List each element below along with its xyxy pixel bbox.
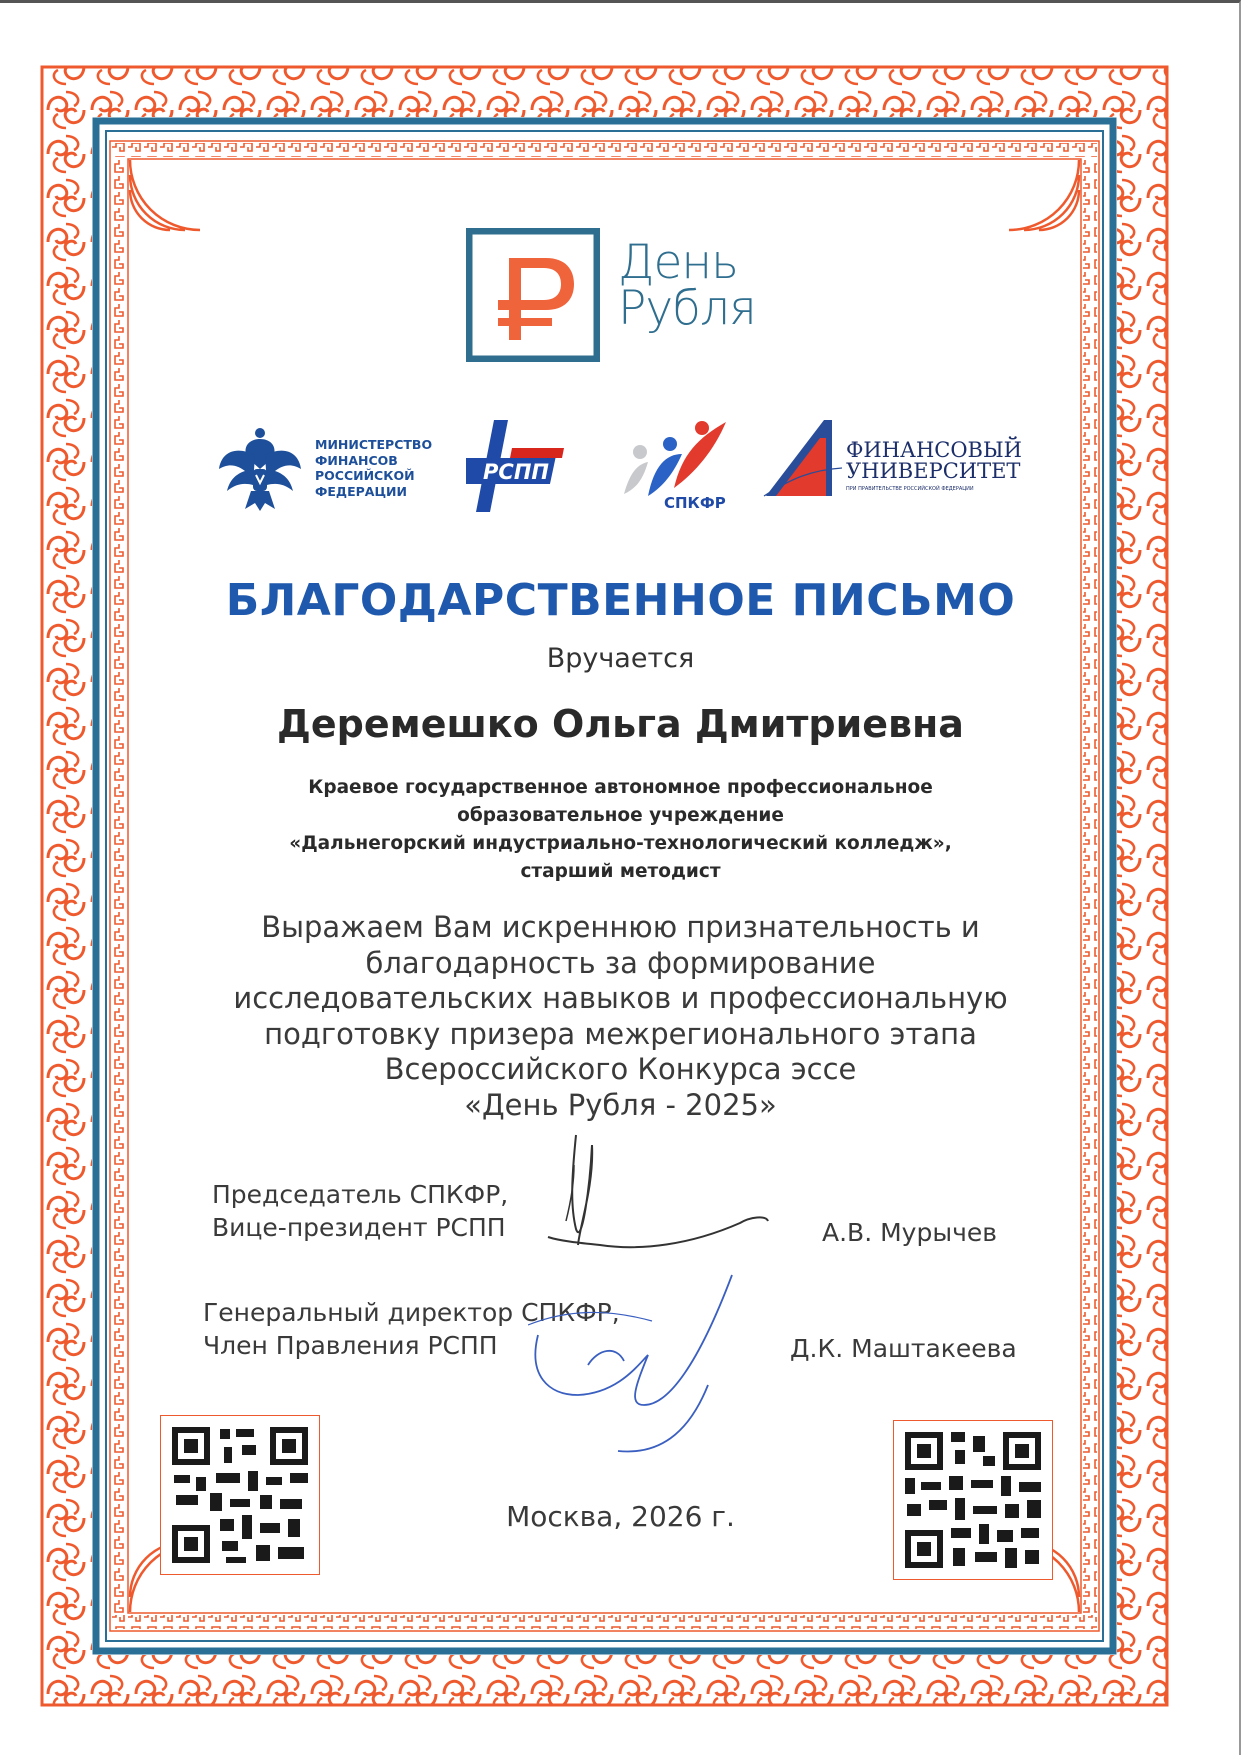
gratitude-line: Выражаем Вам искреннюю признательность и: [261, 910, 980, 944]
rspp-label: РСПП: [483, 460, 549, 484]
fin-university-label: [846, 440, 1022, 482]
signature-2-scribble: [528, 1265, 788, 1465]
fin-university-line-1: ФИНАНСОВЫЙ: [846, 438, 1022, 462]
signatory-1-name: А.В. Мурычев: [822, 1218, 997, 1247]
spkfr-label: СПКФР: [664, 494, 726, 512]
signature-1-scribble: [520, 1125, 840, 1275]
position-line: старший методист: [520, 861, 721, 882]
rspp-logo-icon: [466, 418, 566, 514]
signatory-2-title-line-1: Генеральный директор СПКФР,: [203, 1298, 620, 1327]
gratitude-line: Всероссийского Конкурса эссе: [384, 1052, 857, 1086]
double-headed-eagle-icon: [215, 425, 305, 515]
signatory-2-name: Д.К. Маштакеева: [790, 1334, 1017, 1363]
document-title: БЛАГОДАРСТВЕННОЕ ПИСЬМО: [225, 575, 1016, 626]
fin-university-subtitle: ПРИ ПРАВИТЕЛЬСТВЕ РОССИЙСКОЙ ФЕДЕРАЦИИ: [846, 486, 974, 492]
signatory-1-title-line-1: Председатель СПКФР,: [212, 1180, 509, 1209]
gratitude-line: «День Рубля - 2025»: [464, 1087, 777, 1122]
minfin-line-3: РОССИЙСКОЙ: [315, 468, 415, 483]
den-rublya-logo-icon: [466, 228, 600, 362]
organization-line: «Дальнегорский индустриально-технологический колледж»,: [289, 833, 952, 854]
minfin-line-1: МИНИСТЕРСТВО: [315, 437, 433, 452]
signatory-2-title-line-2: Член Правления РСПП: [203, 1331, 498, 1360]
signatory-1-title-line-2: Вице-президент РСПП: [212, 1213, 506, 1242]
fin-university-line-2: УНИВЕРСИТЕТ: [846, 459, 1021, 483]
minfin-label: [315, 437, 432, 499]
awarded-to-label: Вручается: [546, 643, 695, 674]
organization-line: Краевое государственное автономное профессиональное: [308, 777, 933, 798]
fin-university-logo-icon: [762, 418, 844, 498]
gratitude-line: исследовательских навыков и профессиональную: [233, 981, 1008, 1015]
gratitude-text: [0, 910, 1241, 1123]
qr-code-left: [160, 1415, 320, 1575]
recipient-name: Деремешко Ольга Дмитриевна: [277, 702, 964, 746]
minfin-line-4: ФЕДЕРАЦИИ: [315, 483, 407, 499]
logo-line-2: Рубля: [618, 281, 756, 336]
city-year: Москва, 2026 г.: [506, 1500, 735, 1533]
gratitude-line: подготовку призера межрегионального этапа: [264, 1016, 977, 1051]
logo-text: [618, 235, 756, 336]
gratitude-line: благодарность за формирование: [365, 945, 876, 980]
signatory-1-title: [212, 1178, 508, 1244]
logo-line-1: День: [618, 235, 738, 290]
minfin-line-2: ФИНАНСОВ: [315, 452, 398, 468]
organization-block: [0, 774, 1241, 886]
organization-line: образовательное учреждение: [457, 805, 784, 826]
